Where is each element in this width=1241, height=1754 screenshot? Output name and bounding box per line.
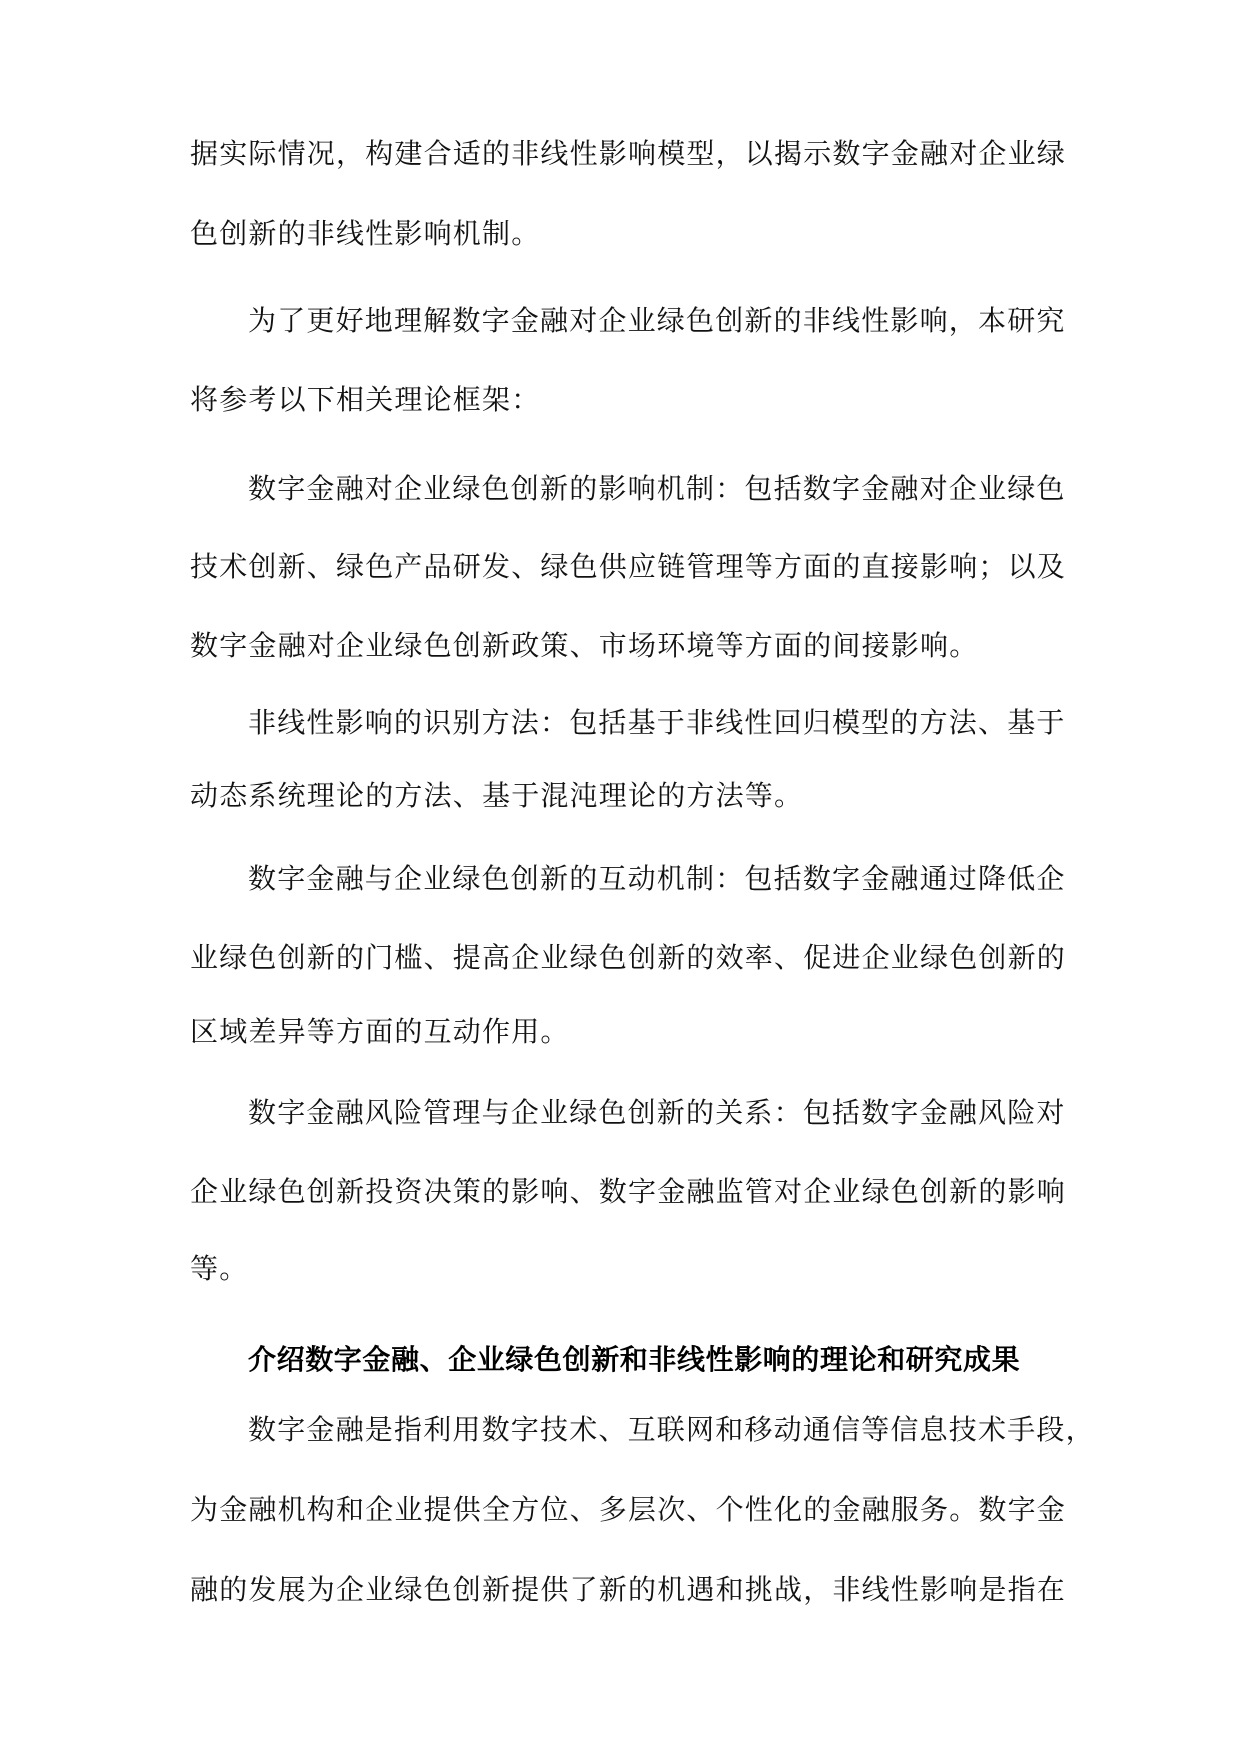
paragraph-2-line-1: 为了更好地理解数字金融对企业绿色创新的非线性影响，本研究: [248, 304, 1066, 337]
paragraph-1-line-2: 色创新的非线性影响机制。: [190, 217, 541, 250]
paragraph-2-line-2: 将参考以下相关理论框架：: [190, 383, 541, 416]
paragraph-5-line-3: 区域差异等方面的互动作用。: [190, 1015, 570, 1048]
paragraph-3-line-2: 技术创新、绿色产品研发、绿色供应链管理等方面的直接影响；以及: [190, 550, 1067, 583]
paragraph-3-line-3: 数字金融对企业绿色创新政策、市场环境等方面的间接影响。: [190, 629, 979, 662]
paragraph-6-line-2: 企业绿色创新投资决策的影响、数字金融监管对企业绿色创新的影响: [190, 1175, 1067, 1208]
paragraph-3-line-1: 数字金融对企业绿色创新的影响机制：包括数字金融对企业绿色: [248, 472, 1066, 505]
paragraph-7-line-2: 为金融机构和企业提供全方位、多层次、个性化的金融服务。数字金: [190, 1493, 1067, 1526]
paragraph-7-line-3: 融的发展为企业绿色创新提供了新的机遇和挑战，非线性影响是指在: [190, 1573, 1067, 1606]
paragraph-4-line-2: 动态系统理论的方法、基于混沌理论的方法等。: [190, 779, 804, 812]
paragraph-5-line-2: 业绿色创新的门槛、提高企业绿色创新的效率、促进企业绿色创新的: [190, 941, 1067, 974]
paragraph-5-line-1: 数字金融与企业绿色创新的互动机制：包括数字金融通过降低企: [248, 862, 1066, 895]
paragraph-1-line-1: 据实际情况，构建合适的非线性影响模型，以揭示数字金融对企业绿: [190, 137, 1067, 170]
paragraph-7-line-1: 数字金融是指利用数字技术、互联网和移动通信等信息技术手段，: [248, 1413, 1095, 1446]
paragraph-6-line-3: 等。: [190, 1252, 249, 1285]
section-heading: 介绍数字金融、企业绿色创新和非线性影响的理论和研究成果: [248, 1343, 1021, 1376]
paragraph-6-line-1: 数字金融风险管理与企业绿色创新的关系：包括数字金融风险对: [248, 1096, 1066, 1129]
paragraph-4-line-1: 非线性影响的识别方法：包括基于非线性回归模型的方法、基于: [248, 706, 1066, 739]
